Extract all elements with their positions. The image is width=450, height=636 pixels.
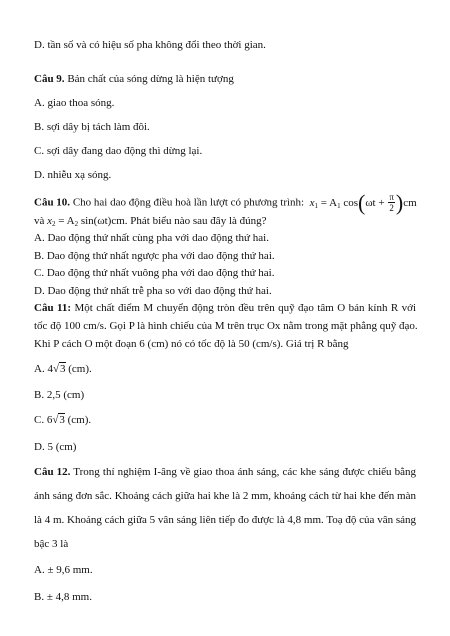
q11-stem-line1: Câu 11: Một chất điểm M chuyển động tròn đều trên quỹ đạo tâm O bán kính R với	[34, 302, 417, 314]
q9-text: Bản chất của sóng dừng là hiện tượng	[64, 73, 234, 85]
q12-stem-line4: bậc 3 là	[34, 538, 69, 550]
q12-stem-line2: ánh sáng đơn sắc. Khoảng cách giữa hai khe là 2 mm, khoảng cách từ hai khe đến màn	[34, 490, 416, 502]
q11-option-b: B. 2,5 (cm)	[34, 389, 85, 401]
q11-stem-line3: Khi P cách O một đoạn 6 (cm) nó có tốc độ là 50 (cm/s). Giá trị R bằng	[34, 338, 349, 350]
q11-option-d: D. 5 (cm)	[34, 441, 77, 453]
q9-stem	[34, 72, 234, 86]
q9-option-a: A. giao thoa sóng.	[34, 97, 115, 109]
q10-option-a: A. Dao động thứ nhất cùng pha với dao động thứ hai.	[34, 232, 269, 244]
q12-stem-line1: Câu 12. Trong thí nghiệm I-âng về giao thoa ánh sáng, các khe sáng được chiếu bằng	[34, 466, 416, 478]
q12-stem-line3: là 4 m. Khoảng cách giữa 5 vân sáng liên tiếp đo được là 4,8 mm. Toạ độ của vân sáng	[34, 514, 416, 526]
q10-stem-line2: và $x_2 = A_2$ sin(ωt)cm. Phát biểu nào sau đây là đúng?	[34, 215, 267, 228]
q8-option-d: D. tần số và có hiệu số pha không đổi theo thời gian.	[34, 39, 266, 51]
q11-option-a: A. 4√3 (cm).	[34, 363, 92, 375]
q11-stem-line2: tốc độ 100 cm/s. Gọi P là hình chiếu của M trên trục Ox nằm trong mặt phẳng quỹ đạo.	[34, 320, 418, 332]
q10-option-b: B. Dao động thứ nhất ngược pha với dao động thứ hai.	[34, 250, 275, 262]
sqrt-symbol: √3	[52, 363, 66, 375]
pi-over-2-fraction: $\frac{\pi}{2}$	[389, 192, 394, 213]
q9-option-b: B. sợi dây bị tách làm đôi.	[34, 121, 150, 133]
q12-option-b: B. ± 4,8 mm.	[34, 591, 92, 603]
q10-equation-2: $x_2 = A_2$ sin(ωt)cm	[47, 215, 125, 228]
q11-label: Câu 11:	[34, 302, 72, 314]
q10-option-d: D. Dao động thứ nhất trễ pha so với dao động thứ hai.	[34, 285, 272, 297]
q10-text: Cho hai dao động điều hoà lần lượt có phương trình:	[70, 196, 305, 209]
q9-label: Câu 9.	[34, 73, 65, 85]
q11-option-c: C. 6√3 (cm).	[34, 414, 92, 426]
q10-option-c: C. Dao động thứ nhất vuông pha với dao động thứ hai.	[34, 267, 275, 279]
sqrt-symbol: √3	[52, 414, 65, 426]
q10-label: Câu 10.	[34, 196, 71, 209]
q10-equation-1: $x_1 = A_1$ cos(ωt + $\frac{\pi}{2}$ )cm	[309, 189, 417, 215]
q12-label: Câu 12.	[34, 466, 71, 478]
q10-stem	[34, 189, 417, 215]
q9-option-c: C. sợi dây đang dao động thì dừng lại.	[34, 145, 203, 157]
q12-option-a: A. ± 9,6 mm.	[34, 564, 93, 576]
q9-option-d: D. nhiễu xạ sóng.	[34, 169, 112, 181]
